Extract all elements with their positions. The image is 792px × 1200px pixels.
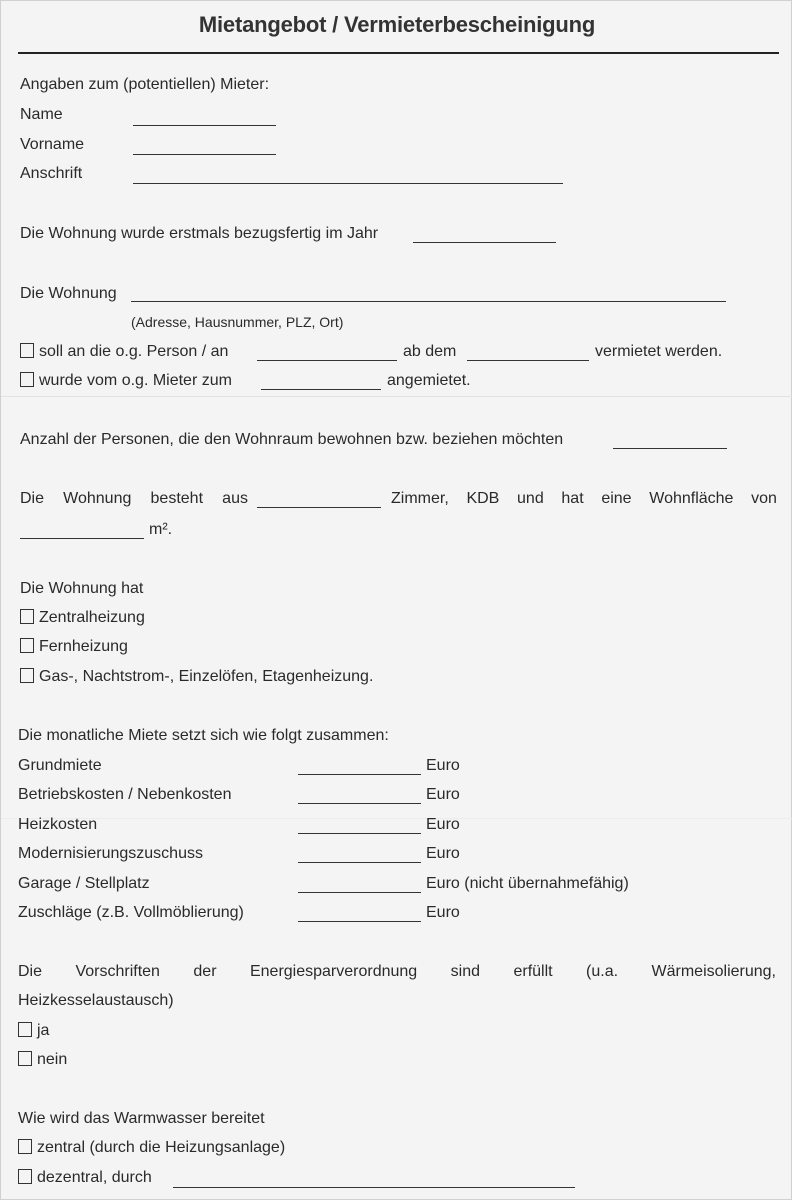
apartment-label: Die Wohnung [20, 285, 117, 302]
word: Wohnung [63, 490, 132, 507]
rent-from-date-field[interactable] [467, 359, 589, 361]
heating-central-label: Zentralheizung [39, 609, 145, 626]
word: Die [20, 490, 45, 507]
word: von [751, 490, 777, 507]
word: Die [18, 963, 43, 980]
water-central-checkbox[interactable] [18, 1139, 32, 1154]
persons-label: Anzahl der Personen, die den Wohnraum bewohnen bzw. beziehen möchten [20, 431, 564, 448]
energy-text-line2: Heizkesselaustausch) [18, 992, 174, 1009]
energy-no-label: nein [37, 1051, 68, 1068]
apartment-address-hint: (Adresse, Hausnummer, PLZ, Ort) [131, 314, 344, 330]
option-rented-checkbox[interactable] [20, 372, 34, 387]
energy-no-checkbox[interactable] [18, 1051, 32, 1066]
rented-date-field[interactable] [261, 388, 381, 390]
rent-label-garage: Garage / Stellplatz [18, 875, 150, 892]
anschrift-label: Anschrift [20, 165, 83, 182]
rooms-text-a [20, 490, 248, 508]
water-decentral-field[interactable] [173, 1186, 575, 1188]
rent-label-zuschlaege: Zuschläge (z.B. Vollmöblierung) [18, 904, 244, 921]
word: KDB [466, 490, 500, 507]
water-central-label: zentral (durch die Heizungsanlage) [37, 1139, 286, 1156]
rent-unit: Euro [426, 845, 460, 862]
option-rent-to-text-b: ab dem [403, 343, 457, 360]
word: der [193, 963, 217, 980]
heating-district-label: Fernheizung [39, 638, 128, 655]
year-label: Die Wohnung wurde erstmals bezugsfertig im Jahr [20, 225, 379, 242]
energy-text-line1 [18, 963, 776, 981]
option-rented-text-b: angemietet. [387, 372, 471, 389]
rent-field-grundmiete[interactable] [298, 773, 421, 775]
word: Zimmer, [391, 490, 449, 507]
rent-unit: Euro (nicht übernahmefähig) [426, 875, 629, 892]
word: aus [222, 490, 248, 507]
rent-unit: Euro [426, 786, 460, 803]
title-divider [18, 52, 779, 54]
rent-label-heizkosten: Heizkosten [18, 816, 98, 833]
rent-unit: Euro [426, 757, 460, 774]
option-rented-row [20, 372, 232, 390]
energy-yes-option [18, 1022, 49, 1040]
rent-field-betriebskosten[interactable] [298, 802, 421, 804]
water-central-option [18, 1139, 285, 1157]
word: Vorschriften [75, 963, 160, 980]
rent-field-garage[interactable] [298, 891, 421, 893]
word: (u.a. [586, 963, 619, 980]
rent-field-zuschlaege[interactable] [298, 920, 421, 922]
rent-unit: Euro [426, 816, 460, 833]
heating-option-other [20, 668, 373, 686]
rent-label-betriebskosten: Betriebskosten / Nebenkosten [18, 786, 232, 803]
heating-other-label: Gas-, Nachtstrom-, Einzelöfen, Etagenheizung. [39, 668, 374, 685]
year-field[interactable] [413, 241, 556, 243]
water-decentral-option [18, 1169, 152, 1187]
rent-label-grundmiete: Grundmiete [18, 757, 102, 774]
word: hat [561, 490, 584, 507]
name-field[interactable] [133, 124, 276, 126]
heating-option-district [20, 638, 128, 656]
rent-field-modernisierung[interactable] [298, 861, 421, 863]
word: besteht [150, 490, 204, 507]
rooms-text-b [391, 490, 777, 508]
rent-field-heizkosten[interactable] [298, 832, 421, 834]
heating-central-checkbox[interactable] [20, 609, 34, 624]
page-title: Mietangebot / Vermieterbescheinigung [198, 12, 596, 37]
heating-other-checkbox[interactable] [20, 668, 34, 683]
word: erfüllt [513, 963, 553, 980]
word: sind [450, 963, 481, 980]
rent-unit: Euro [426, 904, 460, 921]
anschrift-field[interactable] [133, 182, 563, 184]
energy-no-option [18, 1051, 67, 1069]
energy-yes-checkbox[interactable] [18, 1022, 32, 1037]
paper-fold [1, 396, 792, 397]
word: und [517, 490, 544, 507]
word: Energiesparverordnung [249, 963, 418, 980]
option-rent-to-text-a: soll an die o.g. Person / an [39, 343, 229, 360]
rent-to-person-field[interactable] [257, 359, 397, 361]
persons-field[interactable] [613, 447, 727, 449]
heating-heading: Die Wohnung hat [20, 580, 144, 597]
water-decentral-checkbox[interactable] [18, 1169, 32, 1184]
energy-yes-label: ja [37, 1022, 50, 1039]
name-label: Name [20, 106, 63, 123]
area-unit: m². [149, 521, 173, 538]
water-heading: Wie wird das Warmwasser bereitet [18, 1110, 265, 1127]
rent-heading: Die monatliche Miete setzt sich wie folgt zusammen: [18, 727, 389, 744]
water-decentral-label: dezentral, durch [37, 1169, 152, 1186]
heating-district-checkbox[interactable] [20, 638, 34, 653]
area-field[interactable] [20, 537, 144, 539]
vorname-label: Vorname [20, 136, 85, 153]
word: Wohnfläche [649, 490, 734, 507]
paper-fold [1, 818, 792, 819]
word: eine [601, 490, 632, 507]
tenant-heading: Angaben zum (potentiellen) Mieter: [20, 76, 270, 93]
word: Wärmeisolierung, [651, 963, 776, 980]
rent-label-modernisierung: Modernisierungszuschuss [18, 845, 203, 862]
rooms-field[interactable] [257, 506, 381, 508]
option-rent-to-text-c: vermietet werden. [595, 343, 723, 360]
apartment-address-field[interactable] [131, 300, 726, 302]
option-rent-to-row [20, 343, 228, 361]
option-rented-text-a: wurde vom o.g. Mieter zum [39, 372, 232, 389]
heating-option-central [20, 609, 145, 627]
vorname-field[interactable] [133, 153, 276, 155]
option-rent-to-checkbox[interactable] [20, 343, 34, 358]
